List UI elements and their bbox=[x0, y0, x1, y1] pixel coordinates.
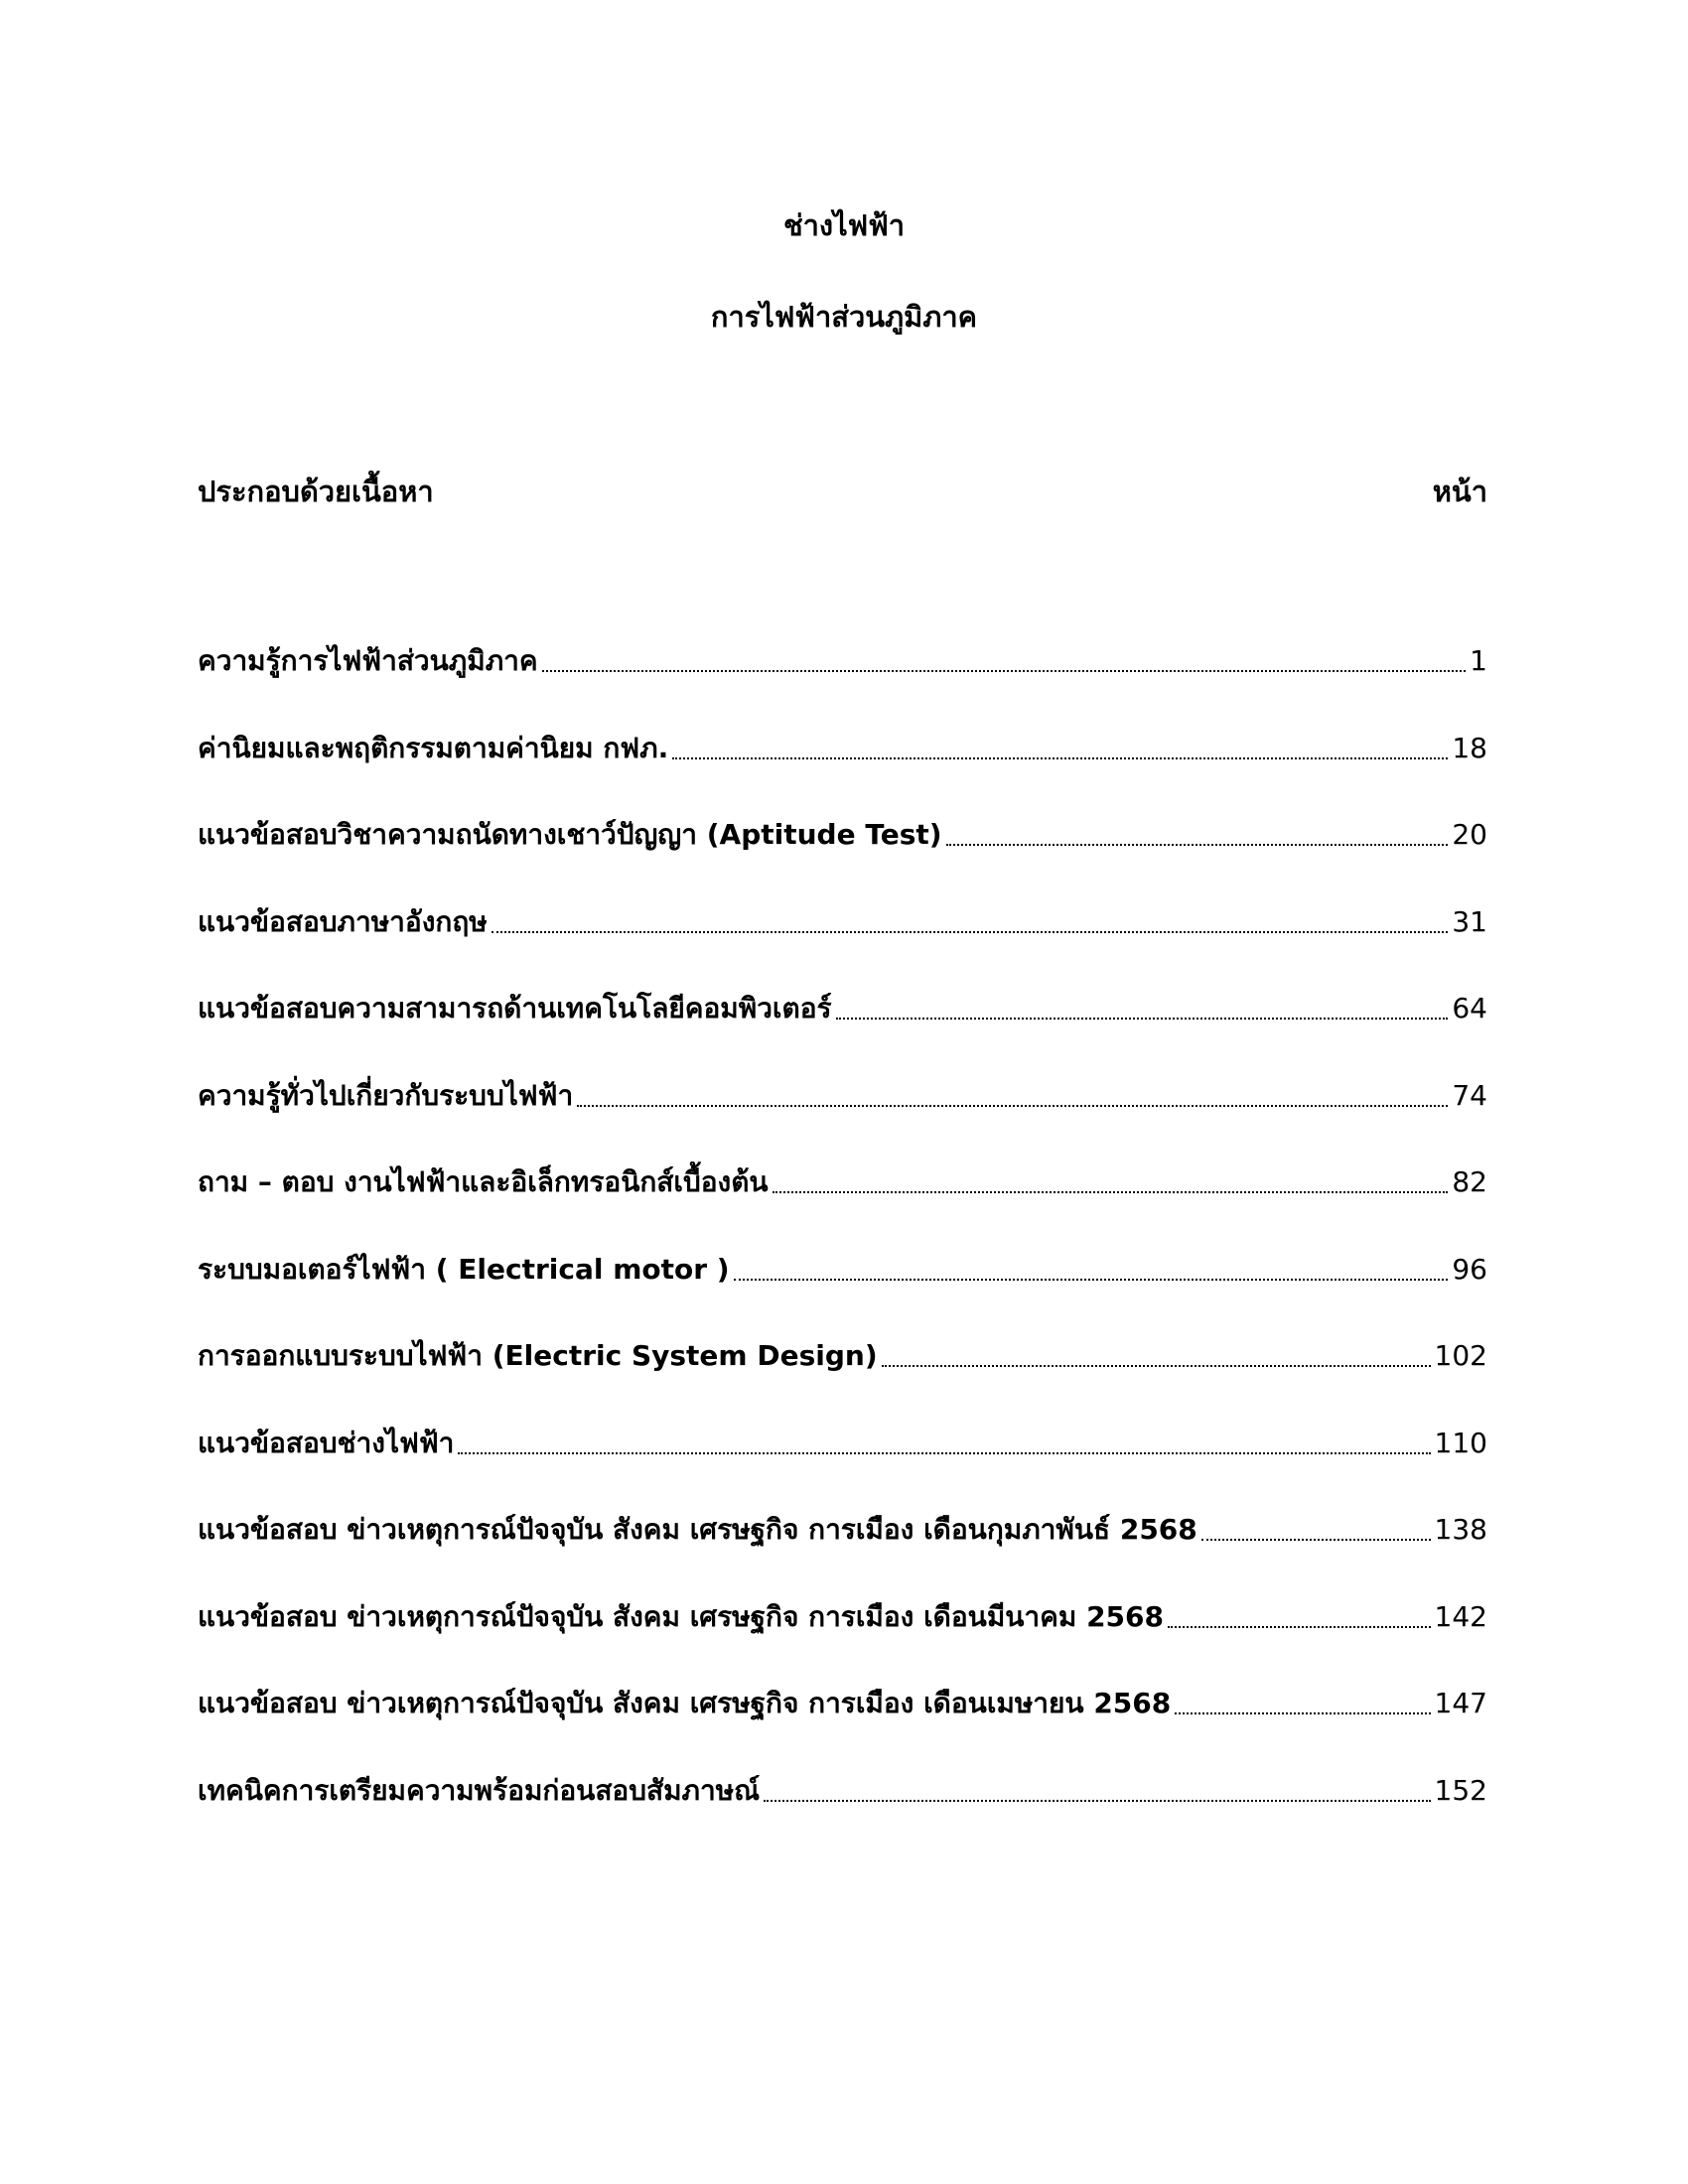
dot-leader bbox=[760, 1771, 1434, 1811]
toc-entry-page: 74 bbox=[1452, 1078, 1487, 1112]
toc-entry-page: 152 bbox=[1434, 1773, 1487, 1807]
toc-header-label: ประกอบด้วยเนื้อหา bbox=[198, 475, 434, 508]
toc-entry bbox=[198, 1424, 1487, 1511]
dot-leader bbox=[1171, 1684, 1434, 1723]
dot-leader bbox=[573, 1076, 1452, 1116]
toc-entry bbox=[198, 815, 1487, 902]
toc-entry bbox=[198, 1510, 1487, 1597]
toc-header bbox=[198, 469, 1487, 514]
table-of-contents bbox=[198, 641, 1487, 1857]
dot-leader bbox=[454, 1424, 1434, 1463]
toc-page-column-label: หน้า bbox=[1432, 475, 1487, 508]
toc-entry bbox=[198, 1771, 1487, 1858]
toc-entry-page: 138 bbox=[1434, 1513, 1487, 1546]
toc-entry bbox=[198, 989, 1487, 1076]
toc-entry-page: 96 bbox=[1452, 1252, 1487, 1286]
toc-entry-page: 31 bbox=[1452, 904, 1487, 938]
dot-leader bbox=[832, 989, 1453, 1028]
dot-leader bbox=[668, 729, 1452, 768]
toc-entry-label: แนวข้อสอบวิชาความถนัดทางเชาว์ปัญญา (Aptitude Test) bbox=[198, 818, 942, 851]
toc-entry-page: 20 bbox=[1452, 818, 1487, 851]
toc-entry-page: 110 bbox=[1434, 1426, 1487, 1459]
toc-entry bbox=[198, 729, 1487, 816]
document-subtitle: การไฟฟ้าส่วนภูมิภาค bbox=[710, 300, 978, 334]
toc-entry-page: 142 bbox=[1434, 1599, 1487, 1633]
toc-entry-label: ระบบมอเตอร์ไฟฟ้า ( Electrical motor ) bbox=[198, 1252, 730, 1286]
toc-entry bbox=[198, 1336, 1487, 1424]
toc-entry-label: แนวข้อสอบ ข่าวเหตุการณ์ปัจจุบัน สังคม เศรษฐกิจ การเมือง เดือนกุมภาพันธ์ 2568 bbox=[198, 1513, 1197, 1546]
toc-entry bbox=[198, 1684, 1487, 1771]
dot-leader bbox=[769, 1162, 1453, 1202]
toc-entry-label: การออกแบบระบบไฟฟ้า (Electric System Design) bbox=[198, 1339, 878, 1372]
toc-entry-label: ค่านิยมและพฤติกรรมตามค่านิยม กฟภ. bbox=[198, 731, 669, 764]
toc-entry-label: ความรู้ทั่วไปเกี่ยวกับระบบไฟฟ้า bbox=[198, 1078, 574, 1112]
toc-entry-page: 18 bbox=[1452, 731, 1487, 764]
toc-entry-page: 102 bbox=[1434, 1339, 1487, 1372]
dot-leader bbox=[730, 1250, 1453, 1290]
toc-entry-label: แนวข้อสอบ ข่าวเหตุการณ์ปัจจุบัน สังคม เศรษฐกิจ การเมือง เดือนมีนาคม 2568 bbox=[198, 1599, 1164, 1633]
dot-leader bbox=[538, 641, 1471, 681]
toc-entry bbox=[198, 641, 1487, 729]
dot-leader bbox=[878, 1336, 1435, 1376]
toc-entry bbox=[198, 1162, 1487, 1250]
toc-entry-page: 64 bbox=[1452, 992, 1487, 1024]
dot-leader bbox=[942, 815, 1453, 855]
dot-leader bbox=[1197, 1510, 1435, 1550]
toc-entry bbox=[198, 1076, 1487, 1163]
toc-entry-page: 82 bbox=[1452, 1165, 1487, 1198]
dot-leader bbox=[1164, 1597, 1435, 1637]
toc-entry-label: ถาม – ตอบ งานไฟฟ้าและอิเล็กทรอนิกส์เบื้องต้น bbox=[198, 1165, 769, 1198]
document-title: ช่างไฟฟ้า bbox=[782, 208, 906, 242]
toc-entry-label: แนวข้อสอบภาษาอังกฤษ bbox=[198, 904, 488, 938]
toc-entry-page: 1 bbox=[1470, 644, 1487, 677]
toc-entry bbox=[198, 1597, 1487, 1685]
toc-entry-label: แนวข้อสอบช่างไฟฟ้า bbox=[198, 1426, 455, 1459]
toc-entry-label: แนวข้อสอบความสามารถด้านเทคโนโลยีคอมพิวเตอร์ bbox=[198, 992, 832, 1024]
dot-leader bbox=[488, 902, 1453, 942]
toc-entry-page: 147 bbox=[1434, 1687, 1487, 1719]
toc-entry-label: แนวข้อสอบ ข่าวเหตุการณ์ปัจจุบัน สังคม เศรษฐกิจ การเมือง เดือนเมษายน 2568 bbox=[198, 1687, 1172, 1719]
toc-entry-label: เทคนิคการเตรียมความพร้อมก่อนสอบสัมภาษณ์ bbox=[198, 1773, 761, 1807]
toc-entry-label: ความรู้การไฟฟ้าส่วนภูมิภาค bbox=[198, 644, 538, 677]
toc-entry bbox=[198, 1250, 1487, 1337]
toc-entry bbox=[198, 902, 1487, 990]
